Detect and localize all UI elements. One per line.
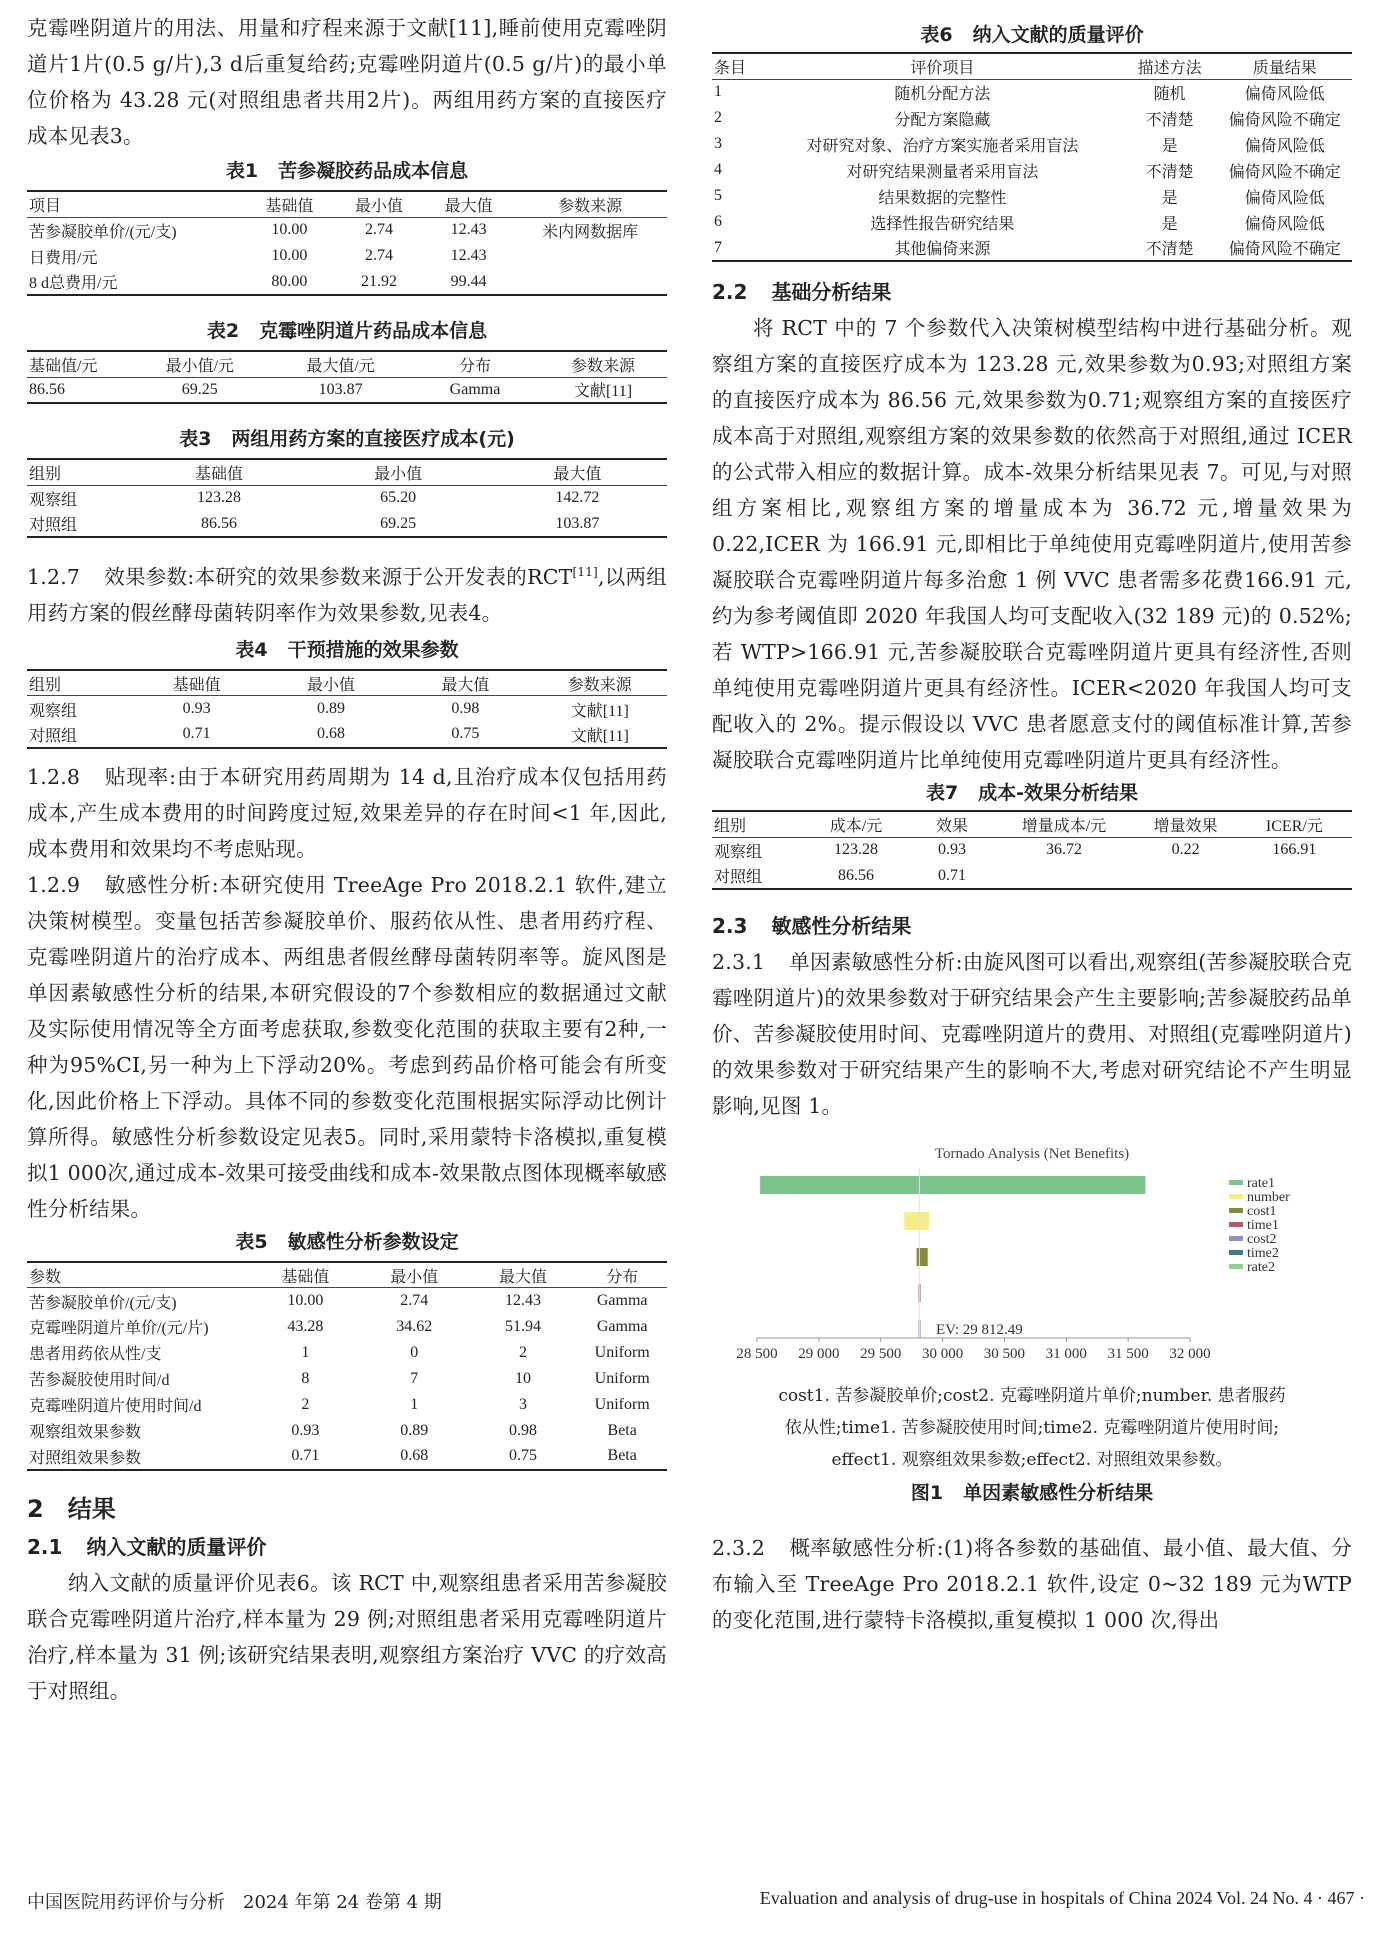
section-1-2-8-number: 1.2.8 [27, 764, 81, 789]
legend-label-number: number [1247, 1190, 1290, 1205]
table-header-row [27, 459, 667, 485]
table-cell: 偏倚风险不确定 [1228, 241, 1341, 258]
table-cell: 偏倚风险不确定 [1228, 163, 1341, 181]
table4-caption [27, 637, 667, 663]
section-1-2-9-number: 1.2.9 [27, 872, 81, 897]
table-cell: 0.98 [451, 700, 480, 718]
table-row [27, 485, 667, 511]
table-cell: 69.25 [181, 380, 218, 398]
column-header: 最小值 [334, 191, 424, 217]
table-cell: 0.22 [1171, 841, 1200, 859]
column-header: 组别 [712, 811, 802, 837]
left-column [27, 0, 667, 1709]
figure1-note-line: effect1. 观察组效果参数;effect2. 对照组效果参数。 [831, 1450, 1233, 1470]
table7-number: 表7 [925, 782, 959, 804]
table-cell: 2 [301, 1395, 310, 1413]
table-cell: 99.44 [450, 272, 487, 290]
table-cell: 对照组效果参数 [29, 1449, 142, 1467]
table-row [27, 511, 667, 537]
tornado-chart [712, 1138, 1352, 1370]
section-2-3-2 [712, 1530, 1352, 1638]
column-header: 最大值 [469, 1262, 578, 1288]
table-cell: 对照组 [29, 517, 78, 534]
table-cell: 0.89 [316, 700, 345, 718]
column-header: 基础值 [129, 459, 308, 485]
table-row [712, 209, 1352, 235]
figure1-note [712, 1380, 1352, 1476]
section-2-3-number: 2.3 [712, 914, 748, 938]
table-header-row [27, 351, 667, 377]
table-cell: Beta [607, 1447, 637, 1465]
section-2-3-2-number: 2.3.2 [712, 1536, 766, 1560]
table3-number: 表3 [179, 428, 212, 450]
ev-label: EV: 29 812.49 [935, 1322, 1023, 1338]
table-cell: 6 [714, 213, 722, 230]
table-cell: 0.71 [182, 725, 211, 743]
table-cell: 2.74 [364, 247, 393, 264]
table-cell: 患者用药依从性/支 [29, 1346, 162, 1364]
table3-caption [27, 426, 667, 452]
table7 [712, 810, 1352, 890]
table-row [712, 79, 1352, 105]
table-header-row [27, 670, 667, 696]
table6-title: 纳入文献的质量评价 [972, 24, 1144, 46]
table-row [27, 377, 667, 403]
table-cell: 8 [301, 1369, 310, 1387]
table2-number: 表2 [206, 320, 240, 342]
table-cell: 克霉唑阴道片使用时间/d [29, 1398, 202, 1416]
table-row [27, 243, 667, 269]
table1-caption [27, 158, 667, 184]
table-cell: 分配方案隐藏 [894, 111, 991, 129]
column-header: 最大值 [398, 670, 532, 696]
table-cell: 0.71 [291, 1447, 320, 1465]
section-1-2-9-text: 敏感性分析:本研究使用 TreeAge Pro 2018.2.1 软件,建立决策树模型。变量包括苦参凝胶单价、服药依从性、患者用药疗程、克霉唑阴道片的治疗成本、两组患者假丝酵母菌转阴率等。旋风图是单因素敏感性分析的结果,本研究假设的7个参数相应的数据通过文献及实际使用情况等全方面考虑获取,参数变化范围的获取主要有2种,一种为95%CI,另一种为上下浮动20%。考虑到药品价格可能会有所变化,因此价格上下浮动。具体不同的参数变化范围根据实际浮动比例计算所得。敏感性分析参数设定见表5。同时,采用蒙特卡洛模拟,重复模拟1 000次,通过成本-效果可接受曲线和成本-效果散点图体现概率敏感性分析结果。 [27, 872, 667, 1221]
x-tick-label: 31 000 [1045, 1346, 1087, 1362]
x-tick-label: 30 000 [921, 1346, 964, 1362]
section-2-2-title: 基础分析结果 [771, 280, 892, 304]
table-cell: 21.92 [360, 272, 397, 290]
table-cell: 0.75 [451, 725, 480, 743]
table-cell: 43.28 [287, 1317, 324, 1335]
table-cell: 文献[11] [570, 702, 629, 720]
table-cell: 是 [1161, 215, 1178, 233]
table-cell: Uniform [594, 1343, 650, 1361]
table-cell: Gamma [449, 380, 501, 398]
section-1-2-7 [27, 554, 667, 631]
column-header: 最大值 [488, 459, 667, 485]
table5-caption [27, 1229, 667, 1255]
legend-label-cost1: cost1 [1247, 1204, 1277, 1219]
table-cell: 1 [301, 1343, 310, 1361]
section-2-number: 2 [27, 1494, 44, 1523]
table-cell: 10.00 [271, 221, 308, 239]
column-header: 最小值 [360, 1262, 469, 1288]
table-row [712, 863, 1352, 889]
table-cell: 103.87 [555, 514, 600, 532]
legend-swatch-time2 [1229, 1250, 1243, 1255]
table-row [27, 1392, 667, 1418]
table2-caption [27, 318, 667, 344]
section-1-2-9 [27, 867, 667, 1227]
table-cell: 69.25 [380, 514, 417, 532]
table1-number: 表1 [225, 160, 259, 182]
table-cell: 随机分配方法 [894, 85, 991, 103]
section-2-2-number: 2.2 [712, 280, 748, 304]
column-header: 效果 [910, 811, 993, 837]
intro-paragraph: 克霉唑阴道片的用法、用量和疗程来源于文献[11],睡前使用克霉唑阴道片1片(0.5 g/片),3 d后重复给药;克霉唑阴道片(0.5 g/片)的最小单位价格为 43.28 元(对照组患者共用2片)。两组用药方案的直接医疗成本见表3。 [27, 16, 667, 148]
table-cell: 随机 [1153, 85, 1186, 103]
table-cell: 4 [714, 161, 722, 178]
column-header: 最大值 [424, 191, 514, 217]
table5-title: 敏感性分析参数设定 [287, 1230, 459, 1253]
table5-number: 表5 [235, 1230, 268, 1253]
table-cell: 不清楚 [1145, 241, 1194, 258]
table-cell: 日费用/元 [29, 249, 98, 267]
table-cell: 86.56 [29, 380, 65, 398]
table-cell: 0.98 [508, 1421, 537, 1439]
table-cell: 36.72 [1045, 841, 1082, 859]
table-cell: 克霉唑阴道片单价/(元/片) [29, 1320, 209, 1338]
table-cell: 偏倚风险低 [1244, 85, 1325, 103]
table-cell: 12.43 [504, 1292, 541, 1310]
table2 [27, 350, 667, 404]
table-row [712, 157, 1352, 183]
column-header: 参数来源 [533, 670, 667, 696]
legend-swatch-time1 [1229, 1222, 1243, 1227]
column-header: 最小值 [309, 459, 488, 485]
citation-ref: [11] [572, 565, 598, 579]
column-header: 组别 [27, 459, 129, 485]
section-1-2-8-text: 贴现率:由于本研究用药周期为 14 d,且治疗成本仅包括用药成本,产生成本费用的时间跨度过短,效果差异的存在时间<1 年,因此,成本费用和效果均不考虑贴现。 [27, 764, 667, 861]
table-cell: 142.72 [555, 489, 600, 507]
table-cell: 3 [714, 135, 722, 152]
tornado-bar-cost1 [917, 1248, 928, 1266]
x-tick-label: 29 500 [860, 1346, 902, 1362]
table-row [27, 1366, 667, 1392]
table-cell: 3 [518, 1395, 527, 1413]
legend-label-time1: time1 [1247, 1218, 1279, 1233]
table-row [27, 722, 667, 748]
table-cell: 34.62 [396, 1317, 433, 1335]
table-cell: 不清楚 [1145, 111, 1194, 129]
table3-title: 两组用药方案的直接医疗成本(元) [231, 428, 515, 450]
x-tick-label: 29 000 [798, 1346, 840, 1362]
column-header: 最小值/元 [129, 351, 270, 377]
chart-title: Tornado Analysis (Net Benefits) [934, 1146, 1130, 1162]
column-header: 基础值 [129, 670, 263, 696]
table-cell: 0.75 [508, 1447, 537, 1465]
table-cell: 对研究对象、治疗方案实施者采用盲法 [806, 137, 1079, 155]
table5 [27, 1261, 667, 1471]
x-tick-label: 28 500 [736, 1346, 778, 1362]
column-header: 成本/元 [802, 811, 911, 837]
table-cell: 65.20 [380, 489, 417, 507]
table-cell: 51.94 [504, 1317, 541, 1335]
table-cell: 苦参凝胶使用时间/d [29, 1372, 170, 1390]
table-cell: Uniform [594, 1395, 650, 1413]
table-cell: 观察组 [29, 702, 78, 720]
section-2-3-2-text: 概率敏感性分析:(1)将各参数的基础值、最小值、最大值、分布输入至 TreeAge Pro 2018.2.1 软件,设定 0~32 189 元为WTP 的变化范围,进行蒙特卡洛模拟,重复模拟 1 000 次,得出 [712, 1536, 1352, 1632]
table-cell: 米内网数据库 [542, 223, 639, 241]
section-2-1-number: 2.1 [27, 1534, 63, 1559]
table3 [27, 458, 667, 538]
x-tick-label: 30 500 [983, 1346, 1026, 1362]
section-2-heading [27, 1489, 667, 1529]
table-row [27, 217, 667, 243]
table-cell: 0.89 [400, 1421, 429, 1439]
table-cell: 166.91 [1272, 841, 1317, 859]
table-cell: 偏倚风险低 [1244, 189, 1325, 207]
column-header: 分布 [411, 351, 539, 377]
section-2-1-heading [27, 1529, 667, 1565]
column-header: 基础值/元 [27, 351, 129, 377]
legend-swatch-rate1 [1229, 1180, 1243, 1185]
table-row [27, 1340, 667, 1366]
table7-title: 成本-效果分析结果 [978, 782, 1139, 804]
table-cell: 10.00 [271, 247, 308, 264]
column-header: 基础值 [245, 191, 335, 217]
column-header: 最小值 [264, 670, 398, 696]
table-cell: 0.93 [937, 841, 966, 859]
legend-swatch-cost1 [1229, 1208, 1243, 1213]
table-header-row [27, 1262, 667, 1288]
table-cell: 0.93 [182, 700, 211, 718]
table-row [712, 837, 1352, 863]
right-column [712, 0, 1352, 1638]
x-tick-label: 31 500 [1107, 1346, 1149, 1362]
table-row [712, 235, 1352, 261]
section-2-3-1-number: 2.3.1 [712, 950, 766, 974]
table-cell: 0.68 [316, 725, 345, 743]
column-header: 质量结果 [1218, 53, 1352, 79]
table-cell: 不清楚 [1145, 163, 1194, 181]
table-cell: 观察组 [29, 491, 78, 509]
table-cell [513, 269, 667, 295]
table-cell: 2 [714, 109, 722, 126]
table-cell: 10 [514, 1369, 531, 1387]
section-1-2-7-text-b: ,以两组用药方案的假丝酵母菌转阴率作为效果参数,见表4。 [27, 564, 668, 625]
table-cell: 是 [1161, 137, 1178, 155]
column-header: 增量成本/元 [994, 811, 1135, 837]
section-2-2-text: 将 RCT 中的 7 个参数代入决策树模型结构中进行基础分析。观察组方案的直接医疗成本为 123.28 元,效果参数为0.93;对照组方案的直接医疗成本为 86.56 元,效果参数为0.71;观察组方案的直接医疗成本高于对照组,观察组方案的效果参数的依然高于对照组,通过 ICER 的公式带入相应的数据计算。成本-效果分析结果见表 7。可见,与对照组方案相比,观察组方案的增量成本为 36.72 元,增量效果为 0.22,ICER 为 166.91 元,即相比于单纯使用克霉唑阴道片,使用苦参凝胶联合克霉唑阴道片每多治愈 1 例 VVC 患者需多花费166.91 元,约为参考阈值即 2020 年我国人均可支配收入(32 189 元)的 0.52%;若 WTP>166.91 元,苦参凝胶联合克霉唑阴道片更具有经济性,否则单纯使用克霉唑阴道片更具有经济性。ICER<2020 年我国人均可支配收入的 2%。提示假设以 VVC 患者愿意支付的阈值标准计算,苦参凝胶联合克霉唑阴道片比单纯使用克霉唑阴道片更具有经济性。 [712, 316, 1352, 772]
footer-journal-en: Evaluation and analysis of drug-use in hospitals of China 2024 Vol. 24 No. 4 · 467 · [759, 1888, 1365, 1908]
table-cell [1134, 863, 1236, 889]
table-cell: 0.93 [291, 1421, 320, 1439]
column-header: 基础值 [251, 1262, 360, 1288]
table-cell: 10.00 [287, 1292, 324, 1310]
table-cell: 0.68 [400, 1447, 429, 1465]
x-tick-label: 32 000 [1169, 1346, 1211, 1362]
table1 [27, 190, 667, 296]
table-cell: 123.28 [196, 489, 241, 507]
table-cell: 选择性报告研究结果 [870, 215, 1015, 233]
table-header-row [27, 191, 667, 217]
table-cell [1237, 863, 1352, 889]
table-cell: 1 [410, 1395, 419, 1413]
table-cell: 对照组 [714, 869, 763, 886]
section-2-3-title: 敏感性分析结果 [771, 914, 912, 938]
section-2-1-text: 纳入文献的质量评价见表6。该 RCT 中,观察组患者采用苦参凝胶联合克霉唑阴道片治疗,样本量为 29 例;对照组患者采用克霉唑阴道片治疗,样本量为 31 例;该研究结果表明,观察组方案治疗 VVC 的疗效高于对照组。 [27, 1570, 667, 1703]
table-cell: 苦参凝胶单价/(元/支) [29, 1294, 177, 1312]
footer-journal-cn: 中国医院用药评价与分析 2024 年第 24 卷第 4 期 [27, 1892, 442, 1913]
table-cell: 8 d总费用/元 [29, 275, 118, 292]
table-cell: 2.74 [364, 221, 393, 239]
table-cell: 12.43 [450, 247, 487, 264]
table6-caption [712, 22, 1352, 48]
table1-title: 苦参凝胶药品成本信息 [278, 160, 469, 182]
figure1-note-line: 依从性;time1. 苦参凝胶使用时间;time2. 克霉唑阴道片使用时间; [784, 1418, 1280, 1438]
table-row [712, 105, 1352, 131]
column-header: 组别 [27, 670, 129, 696]
table7-caption [712, 780, 1352, 806]
table-row [27, 1288, 667, 1314]
table-cell: 80.00 [271, 272, 308, 290]
table-cell: 1 [714, 83, 722, 101]
table2-title: 克霉唑阴道片药品成本信息 [259, 320, 488, 342]
table-cell: Beta [607, 1421, 637, 1439]
table-row [712, 131, 1352, 157]
figure1-caption [712, 1480, 1352, 1506]
table-cell: Uniform [594, 1369, 650, 1387]
table-cell: 0.71 [937, 866, 966, 884]
column-header: 参数 [27, 1262, 251, 1288]
table-cell: 0 [410, 1343, 419, 1361]
table-cell: 其他偏倚来源 [894, 241, 991, 258]
column-header: 分布 [577, 1262, 667, 1288]
table-cell: Gamma [596, 1317, 648, 1335]
table-cell: 观察组 [714, 843, 763, 861]
table6 [712, 52, 1352, 262]
section-2-3-1 [712, 944, 1352, 1124]
table-cell: 12.43 [450, 221, 487, 239]
table-cell: 7 [714, 238, 722, 256]
table4-number: 表4 [235, 638, 268, 661]
table-cell: 7 [410, 1369, 419, 1387]
figure1-number: 图1 [910, 1482, 944, 1504]
figure1-note-line: cost1. 苦参凝胶单价;cost2. 克霉唑阴道片单价;number. 患者服药 [778, 1386, 1286, 1406]
column-header: 参数来源 [539, 351, 667, 377]
legend-label-rate1: rate1 [1247, 1176, 1275, 1191]
table-cell: 文献[11] [573, 383, 633, 401]
table-cell: 5 [714, 187, 722, 204]
table-header-row [712, 53, 1352, 79]
table-cell: 2 [518, 1343, 527, 1361]
table-cell: 对研究结果测量者采用盲法 [846, 163, 1039, 181]
table-cell [513, 243, 667, 269]
legend-label-rate2: rate2 [1247, 1260, 1275, 1275]
table-row [712, 183, 1352, 209]
table-cell: 偏倚风险不确定 [1228, 111, 1341, 129]
table-row [27, 696, 667, 722]
table-cell: Gamma [596, 1292, 648, 1310]
section-2-2-heading [712, 274, 1352, 310]
section-2-title: 结果 [67, 1494, 116, 1523]
legend-swatch-number [1229, 1194, 1243, 1199]
table-header-row [712, 811, 1352, 837]
tornado-bar-number [904, 1212, 929, 1230]
section-1-2-7-text-a: 效果参数:本研究的效果参数来源于公开发表的RCT [104, 564, 573, 589]
column-header: 最大值/元 [270, 351, 411, 377]
section-2-3-1-text: 单因素敏感性分析:由旋风图可以看出,观察组(苦参凝胶联合克霉唑阴道片)的效果参数对于研究结果会产生主要影响;苦参凝胶药品单价、苦参凝胶使用时间、克霉唑阴道片的费用、对照组(克霉唑阴道片)的效果参数对于研究结果产生的影响不大,考虑对研究结论不产生明显影响,见图 1。 [712, 950, 1352, 1118]
table-cell: 苦参凝胶单价/(元/支) [29, 223, 177, 241]
table-cell: 是 [1161, 189, 1178, 207]
table-cell: 偏倚风险低 [1244, 137, 1325, 155]
section-2-3-heading [712, 908, 1352, 944]
column-header: 项目 [27, 191, 245, 217]
table-row [27, 1418, 667, 1444]
table-cell: 123.28 [833, 841, 878, 859]
table4 [27, 669, 667, 749]
table6-number: 表6 [920, 24, 953, 46]
table-cell [994, 863, 1135, 889]
tornado-bar-rate1 [760, 1176, 1145, 1194]
table-cell: 偏倚风险低 [1244, 215, 1325, 233]
table-row [27, 269, 667, 295]
section-2-1-title: 纳入文献的质量评价 [86, 1534, 267, 1559]
figure1-title: 单因素敏感性分析结果 [963, 1482, 1154, 1504]
table4-title: 干预措施的效果参数 [287, 638, 459, 661]
column-header: 增量效果 [1134, 811, 1236, 837]
legend-label-cost2: cost2 [1247, 1232, 1277, 1247]
section-1-2-7-number: 1.2.7 [27, 564, 81, 589]
table-cell: 对照组 [29, 727, 78, 745]
table-cell: 结果数据的完整性 [878, 189, 1007, 207]
table-cell: 103.87 [318, 380, 363, 398]
legend-swatch-rate2 [1229, 1264, 1243, 1269]
table-cell: 86.56 [200, 514, 237, 532]
legend-label-time2: time2 [1247, 1246, 1279, 1261]
table-row [27, 1314, 667, 1340]
column-header: 描述方法 [1122, 53, 1218, 79]
column-header: ICER/元 [1237, 811, 1352, 837]
table-row [27, 1444, 667, 1470]
table-cell: 86.56 [837, 866, 874, 884]
table-cell: 观察组效果参数 [29, 1424, 142, 1442]
table-cell: 文献[11] [570, 727, 629, 745]
legend-swatch-cost2 [1229, 1236, 1243, 1241]
section-1-2-8 [27, 759, 667, 867]
column-header: 评价项目 [763, 53, 1121, 79]
column-header: 参数来源 [513, 191, 667, 217]
table-cell: 2.74 [400, 1292, 429, 1310]
column-header: 条目 [712, 53, 763, 79]
